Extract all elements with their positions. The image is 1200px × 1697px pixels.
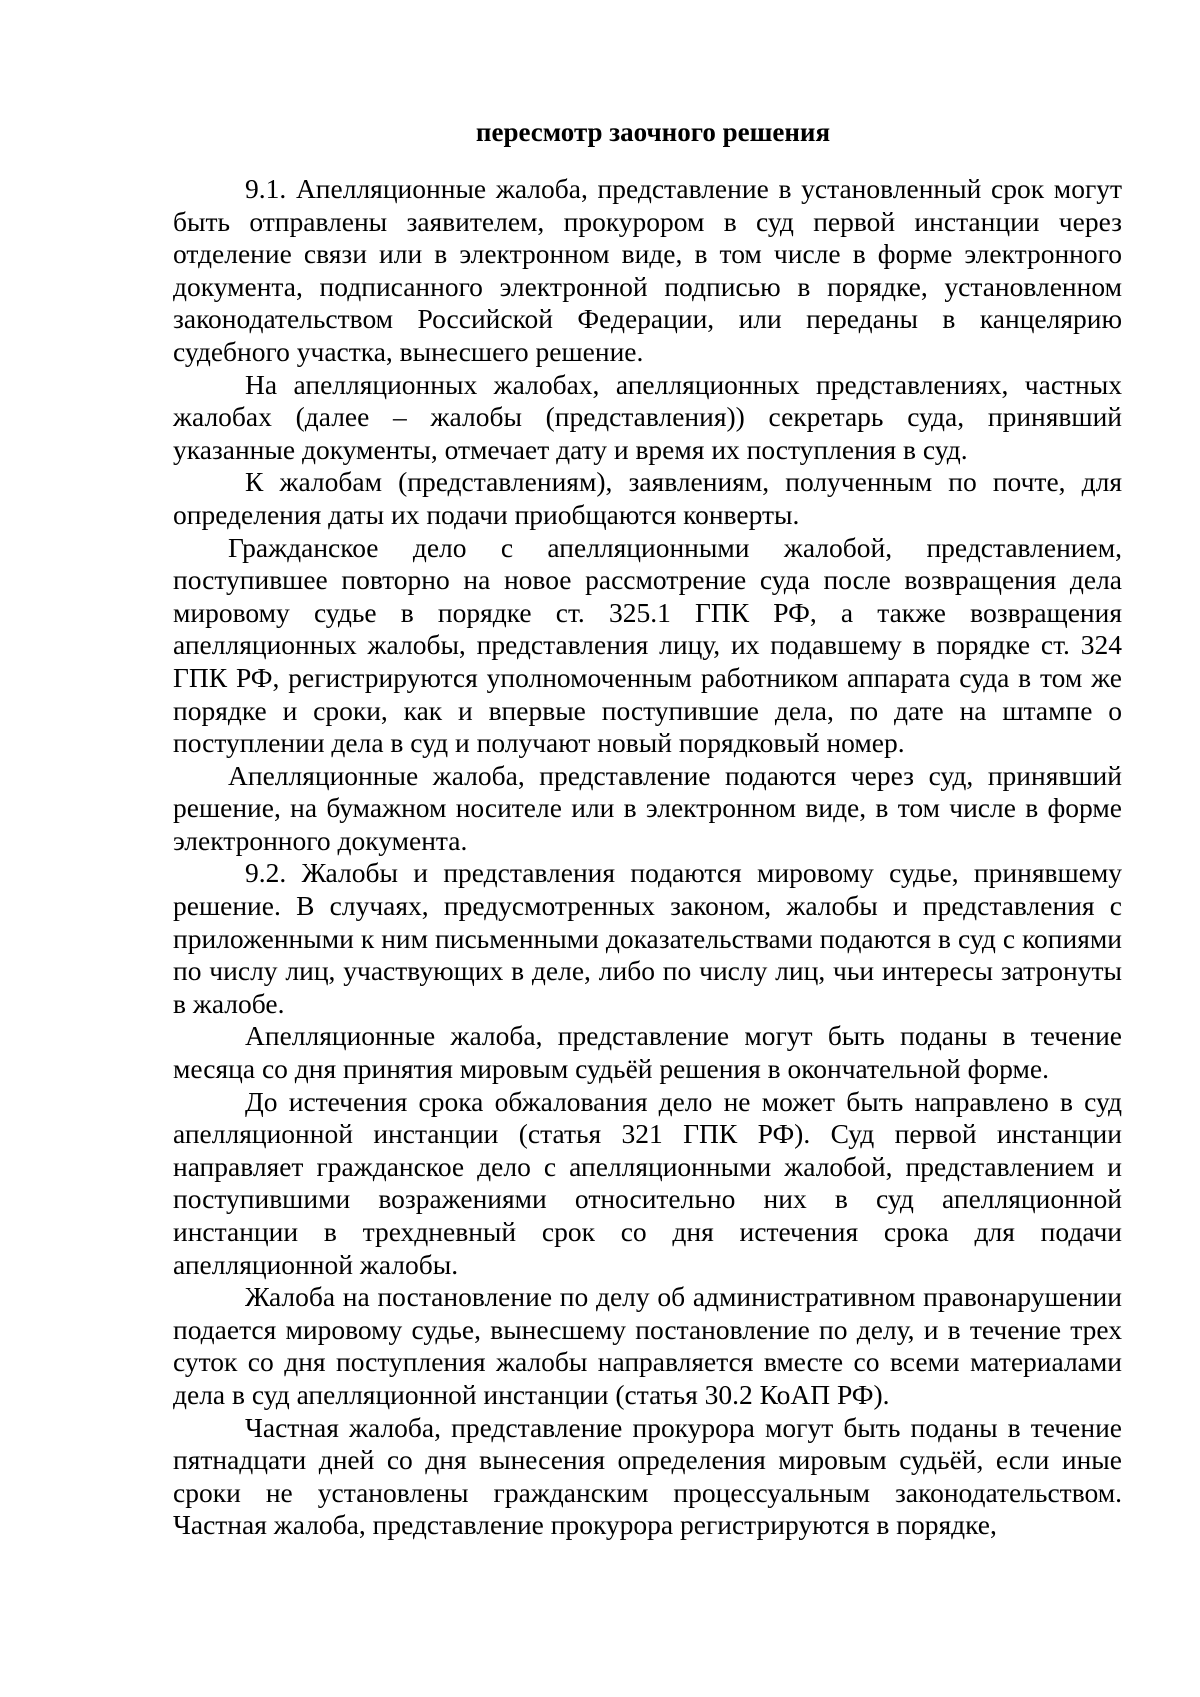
paragraph-repeat-registration: Гражданское дело с апелляционными жалобой, представлением, поступившее повторно на новое рассмотрение суда после возвращения дела мировому судье в порядке ст. 325.1 ГПК РФ, а также возвращения апелляционных жалобы, представления лицу, их подавшему в порядке ст. 324 ГПК РФ, регистрируются уполномоченным работником аппарата суда в том же порядке и сроки, как и впервые поступившие дела, по дате на штампе о поступлении дела в суд и получают новый порядковый номер. — [173, 531, 1122, 759]
paragraph-complaint-marking: На апелляционных жалобах, апелляционных представлениях, частных жалобах (далее – жалобы (представления)) секретарь суда, принявший указанные документы, отмечает дату и время их поступления в суд. — [173, 368, 1122, 465]
document-heading: пересмотр заочного решения — [475, 117, 831, 147]
paragraph-appeal-deadline: Апелляционные жалоба, представление могут быть поданы в течение месяца со дня принятия мировым судьёй решения в окончательной форме. — [173, 1020, 1122, 1085]
paragraph-filing-method: Апелляционные жалоба, представление подаются через суд, принявший решение, на бумажном носителе или в электронном виде, в том числе в форме электронного документа. — [173, 759, 1122, 856]
paragraph-administrative-complaint: Жалоба на постановление по делу об административном правонарушении подается мировому судье, вынесшему постановление по делу, и в течение трех суток со дня поступления жалобы направляется вместе со всеми материалами дела в суд апелляционной инстанции (статья 30.2 КоАП РФ). — [173, 1281, 1122, 1410]
paragraph-private-complaint: Частная жалоба, представление прокурора могут быть поданы в течение пятнадцати дней со дня вынесения определения мировым судьёй, если иные сроки не установлены гражданским процессуальным законодательством. Частная жалоба, представление прокурора регистрируются в порядке, — [173, 1411, 1122, 1541]
paragraph-9-2: 9.2. Жалобы и представления подаются мировому судье, принявшему решение. В случаях, предусмотренных законом, жалобы и представления с приложенными к ним письменными доказательствами подаются в суд с копиями по числу лиц, участвующих в деле, либо по числу лиц, чьи интересы затронуты в жалобе. — [173, 857, 1122, 1019]
paragraph-9-1: 9.1. Апелляционные жалоба, представление в установленный срок могут быть отправлены заявителем, прокурором в суд первой инстанции через отделение связи или в электронном виде, в том числе в форме электронного документа, подписанного электронной подписью в порядке, установленном законодательством Российской Федерации, или переданы в канцелярию судебного участка, вынесшего решение. — [173, 173, 1122, 367]
document-body — [173, 173, 1122, 1542]
paragraph-postal-envelopes: К жалобам (представлениям), заявлениям, полученным по почте, для определения даты их подачи приобщаются конверты. — [173, 466, 1122, 530]
paragraph-forwarding-case: До истечения срока обжалования дело не может быть направлено в суд апелляционной инстанции (статья 321 ГПК РФ). Суд первой инстанции направляет гражданское дело с апелляционными жалобой, представлением и поступившими возражениями относительно них в суд апелляционной инстанции в трехдневный срок со дня истечения срока для подачи апелляционной жалобы. — [173, 1085, 1122, 1280]
